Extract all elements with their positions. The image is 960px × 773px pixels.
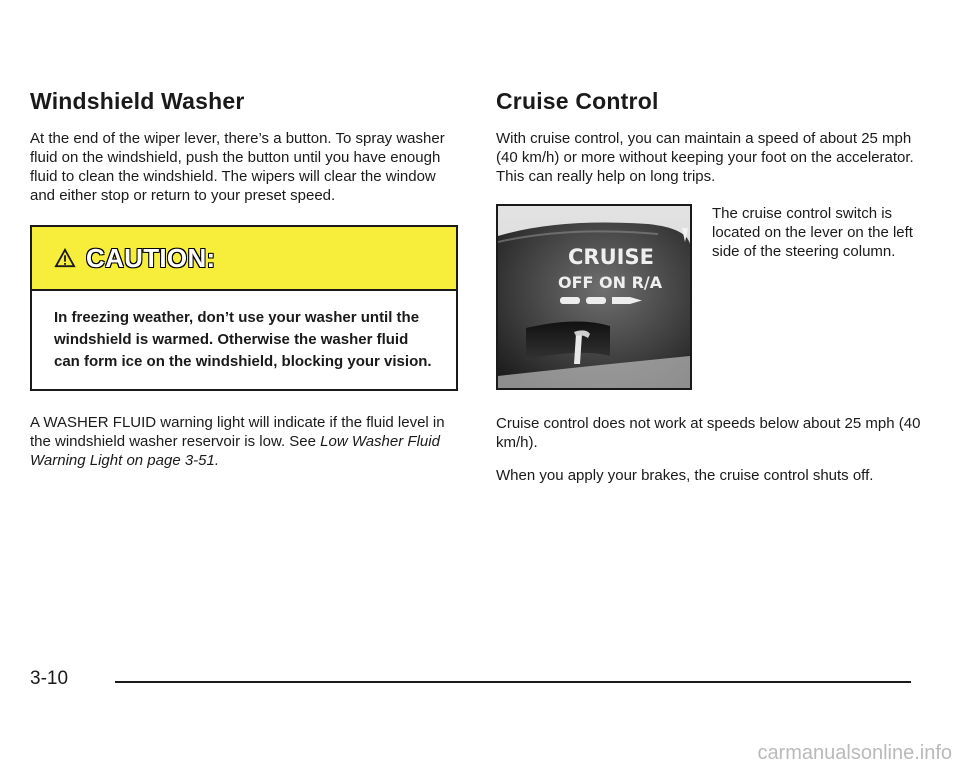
cruise-control-heading: Cruise Control <box>496 88 659 114</box>
washer-fluid-warning-text <box>30 413 460 470</box>
footer-rule <box>115 681 911 683</box>
watermark-text: carmanualsonline.info <box>757 742 952 764</box>
cruise-min-speed-text: Cruise control does not work at speeds below about 25 mph (40 km/h). <box>496 415 921 451</box>
left-column <box>30 88 460 470</box>
caution-title: CAUTION: <box>86 242 216 273</box>
windshield-washer-intro: At the end of the wiper lever, there’s a button. To spray washer fluid on the windshield, push the button until you have enough fluid to clean the windshield. The wipers will clear the window and either stop or return to your preset speed. <box>30 130 445 204</box>
cruise-switch-location-text: The cruise control switch is located on the lever on the left side of the steering column. <box>712 205 913 260</box>
cruise-brake-text: When you apply your brakes, the cruise control shuts off. <box>496 467 874 484</box>
cruise-lever-illustration <box>498 206 690 388</box>
caution-box <box>30 225 458 391</box>
cruise-switch-photo <box>496 204 692 390</box>
photo-label-cruise: CRUISE <box>568 245 654 269</box>
windshield-washer-heading: Windshield Washer <box>30 88 245 114</box>
caution-header <box>32 227 456 291</box>
cruise-control-intro: With cruise control, you can maintain a speed of about 25 mph (40 km/h) or more without keeping your foot on the accelerator. This can really help on long trips. <box>496 130 914 185</box>
cruise-switch-section <box>496 204 926 394</box>
right-column <box>496 88 926 485</box>
washer-fluid-warning-ref: Low Washer Fluid Warning Light on page 3-51. <box>30 433 440 469</box>
page-number: 3-10 <box>30 668 69 689</box>
warning-triangle-icon <box>54 248 76 268</box>
caution-body: In freezing weather, don’t use your washer until the windshield is warmed. Otherwise the washer fluid can form ice on the windshield, blocking your vision. <box>54 309 432 370</box>
washer-fluid-warning-sentence: A WASHER FLUID warning light will indicate if the fluid level in the windshield washer reservoir is low. See <box>30 414 445 450</box>
photo-label-modes: OFF ON R/A <box>558 273 663 292</box>
